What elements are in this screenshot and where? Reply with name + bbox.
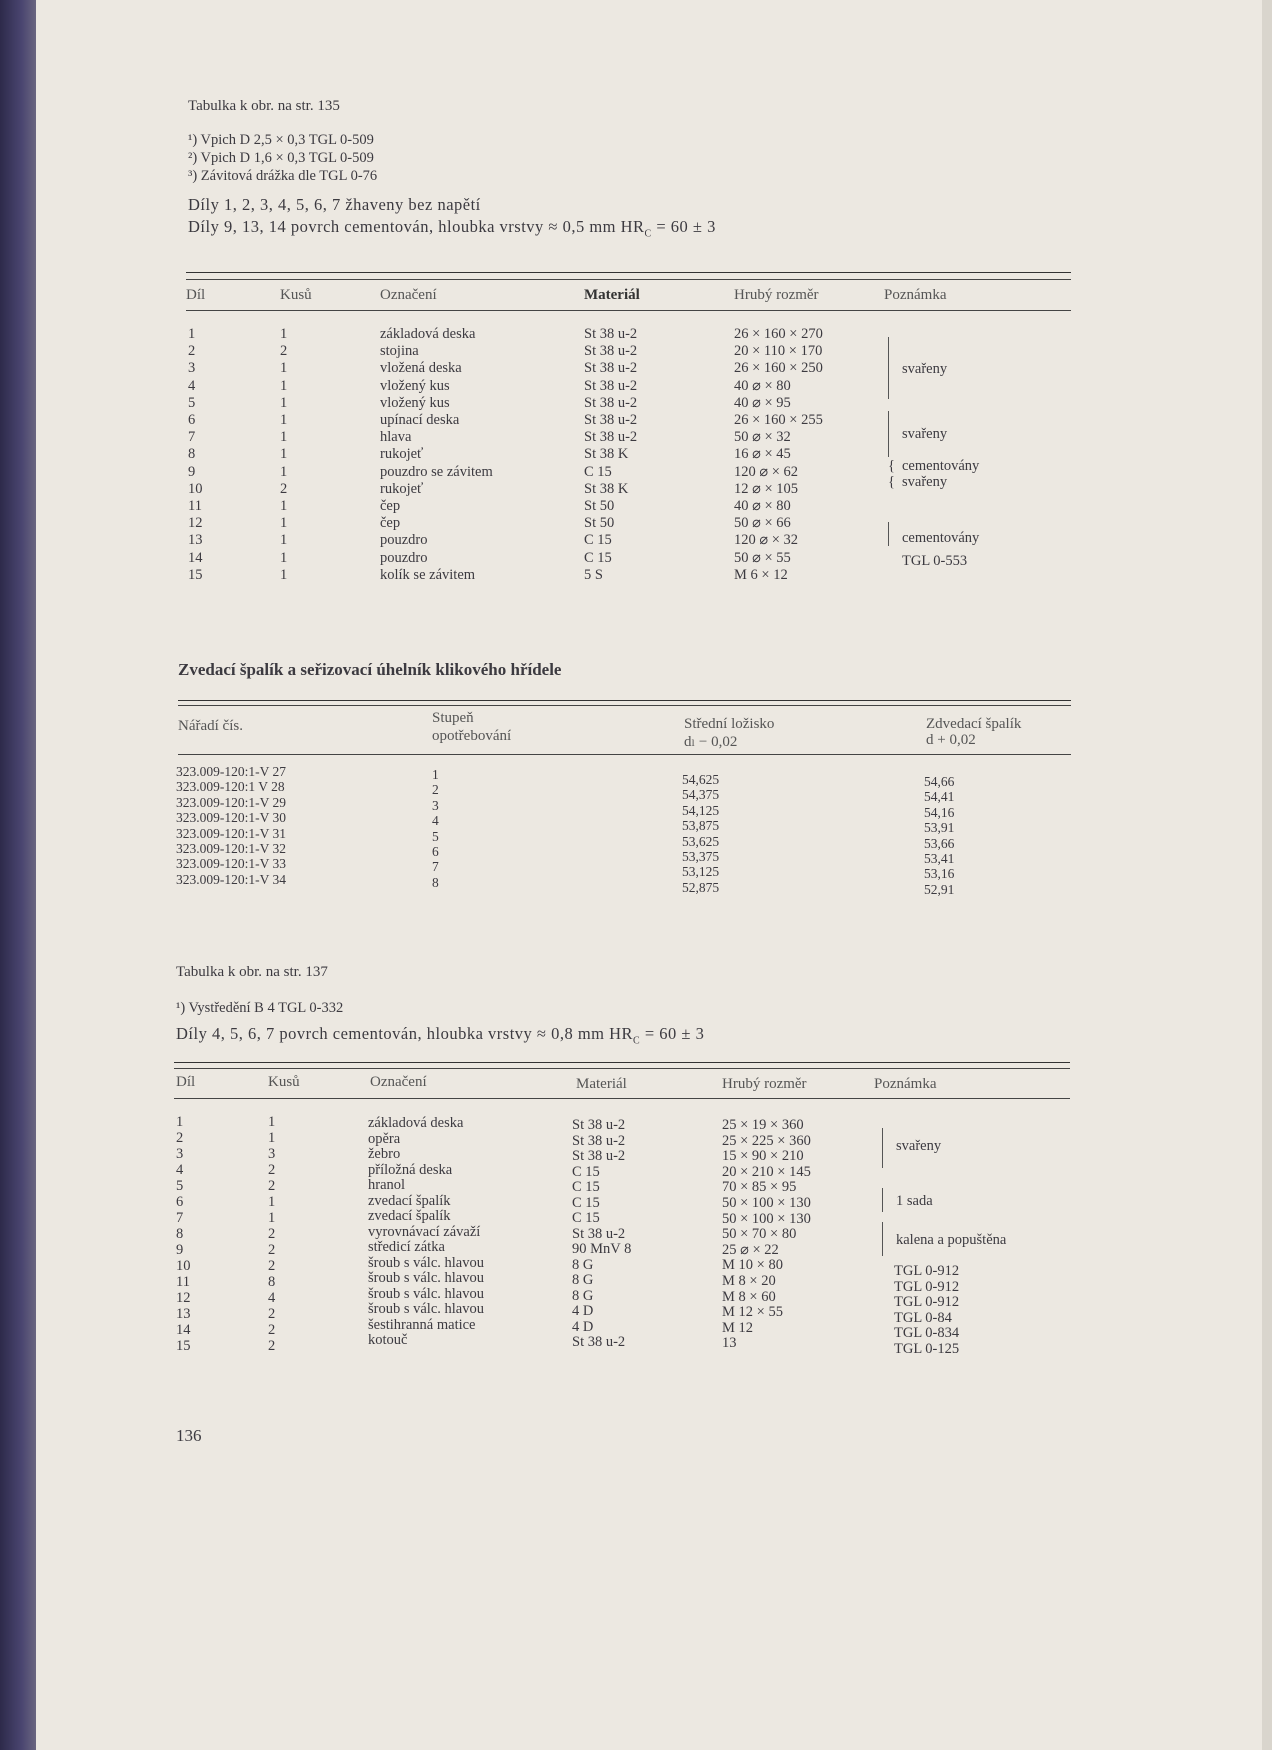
t3-header-kusu: Kusů: [268, 1074, 300, 1090]
cementation-note: Díly 9, 13, 14 povrch cementován, hloubka vrstvy ≈ 0,5 mm $HR_C = 60 \pm 3$: [188, 217, 716, 240]
t3-cell-rozmer: 15 × 90 × 210: [722, 1148, 804, 1165]
t3-cell-material: 8 G: [572, 1287, 594, 1304]
document-page: [36, 0, 1272, 1750]
t2-col-naradi: [176, 764, 286, 887]
t1-cell-kusu: 1: [280, 515, 288, 532]
t3-header-material: Materiál: [576, 1076, 627, 1092]
footnote-3-1: ¹) Vystředění B 4 TGL 0-332: [176, 1000, 344, 1016]
t3-header-poznamka: Poznámka: [874, 1076, 937, 1092]
t3-cell-material: 4 D: [572, 1303, 594, 1319]
t1-cell-dil: 8: [188, 446, 196, 463]
t1-cell-oznaceni: stojina: [380, 343, 419, 360]
t1-cell-oznaceni: pouzdro: [380, 532, 428, 549]
t3-cell-oznaceni: vyrovnávací závaží: [368, 1223, 481, 1240]
t2-col-lozisko: [682, 772, 719, 895]
t1-cell-kusu: 1: [280, 377, 288, 394]
t3-cell-dil: 11: [176, 1274, 190, 1290]
t3-cell-poznamka: TGL 0-912: [894, 1294, 960, 1311]
heat-treatment-note: Díly 1, 2, 3, 4, 5, 6, 7 žhaveny bez napětí: [188, 195, 481, 214]
t1-cell-kusu: 1: [280, 463, 288, 480]
t1-header-material: Materiál: [584, 287, 640, 303]
table3-top-rule: [174, 1062, 1070, 1063]
t3-cell-oznaceni: šroub s válc. hlavou: [368, 1301, 484, 1317]
t1-cell-rozmer: 40 ⌀ × 80: [734, 377, 791, 394]
caption-table-1: Tabulka k obr. na str. 135: [188, 98, 340, 114]
t1-col-material: [584, 326, 637, 584]
t2-cell-stupen: 7: [432, 859, 439, 875]
t3-cell-kusu: 2: [268, 1226, 276, 1242]
t1-cell-oznaceni: upínací deska: [380, 412, 460, 429]
t3-cell-kusu: 8: [268, 1274, 276, 1290]
t1-cell-rozmer: M 6 × 12: [734, 566, 788, 583]
t2-cell-lozisko: 53,625: [682, 833, 720, 849]
t1-note-1: svařeny: [902, 361, 948, 377]
t1-cell-kusu: 1: [280, 549, 288, 566]
t3-cell-rozmer: 50 × 70 × 80: [722, 1226, 797, 1243]
t1-cell-material: St 38 u-2: [584, 326, 638, 342]
t3-cell-oznaceni: opěra: [368, 1130, 401, 1147]
footnote-2: ²) Vpich D 1,6 × 0,3 TGL 0-509: [188, 150, 374, 166]
t2-cell-naradi: 323.009-120:1-V 29: [176, 794, 286, 810]
t1-cell-oznaceni: vložená deska: [380, 360, 462, 377]
t2-header-naradi: Nářadí čís.: [178, 718, 243, 734]
t3-cell-rozmer: 25 ⌀ × 22: [722, 1241, 779, 1258]
t1-cell-oznaceni: rukojeť: [380, 480, 424, 497]
t1-cell-material: St 38 u-2: [584, 343, 638, 360]
t3-cell-material: St 38 u-2: [572, 1148, 626, 1164]
t2-cell-lozisko: 53,875: [682, 818, 720, 834]
t1-cell-oznaceni: hlava: [380, 429, 412, 446]
table2-top-rule: [178, 700, 1071, 701]
t1-cell-material: St 38 u-2: [584, 412, 638, 429]
t3-cell-kusu: 4: [268, 1290, 276, 1306]
t3-cell-oznaceni: příložná deska: [368, 1161, 453, 1178]
t3-cell-kusu: 3: [268, 1146, 276, 1162]
t3-header-oznaceni: Označení: [370, 1074, 427, 1090]
t1-cell-kusu: 1: [280, 412, 288, 429]
t3-cell-kusu: 2: [268, 1338, 276, 1354]
t3-cell-kusu: 2: [268, 1322, 276, 1338]
t1-cell-dil: 1: [188, 326, 196, 342]
t3-cell-kusu: 2: [268, 1306, 276, 1322]
t3-cell-dil: 5: [176, 1178, 184, 1194]
t2-cell-naradi: 323.009-120:1-V 30: [176, 810, 286, 826]
t3-cell-material: 8 G: [572, 1272, 594, 1288]
t2-cell-spalik: 53,91: [924, 820, 955, 836]
t1-cell-material: St 38 u-2: [584, 429, 638, 446]
t3-cell-material: St 38 u-2: [572, 1132, 626, 1149]
t1-header-oznaceni: Označení: [380, 287, 437, 303]
t1-col-dil: [188, 326, 203, 584]
page-edge: [1262, 0, 1272, 1750]
t3-cell-poznamka: TGL 0-84: [894, 1309, 952, 1326]
footnote-1: ¹) Vpich D 2,5 × 0,3 TGL 0-509: [188, 132, 374, 148]
t3-brace-1: [882, 1128, 883, 1168]
t2-cell-stupen: 5: [432, 828, 439, 844]
t1-cell-dil: 5: [188, 394, 196, 411]
t1-cell-kusu: 1: [280, 326, 288, 342]
t1-cell-material: St 38 u-2: [584, 360, 638, 377]
t3-cell-dil: 10: [176, 1258, 191, 1274]
t3-cell-kusu: 1: [268, 1130, 276, 1146]
t3-cell-material: St 38 u-2: [572, 1334, 626, 1350]
t1-cell-kusu: 1: [280, 394, 288, 411]
t1-cell-oznaceni: vložený kus: [380, 394, 450, 411]
t3-header-dil: Díl: [176, 1074, 196, 1090]
t3-cell-poznamka: TGL 0-912: [894, 1263, 960, 1279]
t3-cell-dil: 8: [176, 1226, 184, 1242]
t3-cell-rozmer: 70 × 85 × 95: [722, 1179, 797, 1196]
t2-cell-spalik: 53,66: [924, 835, 955, 851]
table2-header-rule: [178, 754, 1071, 755]
t3-cell-rozmer: 20 × 210 × 145: [722, 1163, 811, 1180]
t1-cell-material: St 50: [584, 515, 615, 532]
table1-header-rule: [186, 310, 1071, 311]
t1-cell-dil: 2: [188, 343, 196, 360]
t3-cell-dil: 9: [176, 1242, 184, 1258]
t3-brace-2: [882, 1188, 883, 1212]
t3-cell-dil: 14: [176, 1322, 191, 1338]
t1-cell-oznaceni: kolík se závitem: [380, 566, 476, 583]
t2-cell-lozisko: 52,875: [682, 879, 720, 895]
t2-cell-naradi: 323.009-120:1-V 34: [176, 871, 286, 887]
table1-top-rule2: [186, 279, 1071, 280]
t2-cell-stupen: 3: [432, 797, 439, 813]
table3-top-rule2: [174, 1068, 1070, 1069]
t3-cell-oznaceni: základová deska: [368, 1115, 464, 1131]
t1-cell-dil: 13: [188, 532, 203, 549]
t2-cell-spalik: 52,91: [924, 881, 955, 897]
t3-cell-dil: 15: [176, 1338, 191, 1354]
t2-cell-spalik: 54,41: [924, 789, 955, 805]
t3-cell-rozmer: M 12 × 55: [722, 1304, 783, 1321]
t3-note-2: 1 sada: [896, 1193, 933, 1209]
t3-cell-dil: 6: [176, 1194, 184, 1210]
t1-note-5: cementovány: [902, 530, 980, 546]
t1-cell-kusu: 1: [280, 360, 288, 377]
cementation-note-3: Díly 4, 5, 6, 7 povrch cementován, hloubka vrstvy ≈ 0,8 mm $HR_C = 60 \pm 3$: [176, 1024, 705, 1047]
t2-cell-lozisko: 53,375: [682, 849, 720, 865]
caption-table-3: Tabulka k obr. na str. 137: [176, 964, 328, 980]
t2-cell-stupen: 8: [432, 874, 439, 890]
t2-cell-lozisko: 54,125: [682, 802, 720, 818]
section-title-2: Zvedací špalík a seřizovací úhelník klikového hřídele: [178, 660, 562, 679]
t3-cell-kusu: 2: [268, 1162, 276, 1178]
t2-cell-naradi: 323.009-120:1 V 28: [176, 779, 285, 795]
t3-cell-kusu: 2: [268, 1178, 276, 1194]
t1-cell-oznaceni: rukojeť: [380, 446, 424, 463]
t2-cell-spalik: 53,16: [924, 866, 955, 882]
t3-cell-kusu: 2: [268, 1242, 276, 1258]
t3-col-rozmer: [722, 1118, 811, 1352]
t1-cell-dil: 6: [188, 412, 196, 429]
t3-col-dil: [176, 1114, 191, 1354]
t1-cell-dil: 14: [188, 549, 203, 566]
t1-cell-rozmer: 40 ⌀ × 95: [734, 394, 791, 411]
t1-cell-kusu: 2: [280, 343, 288, 360]
t3-cell-kusu: 1: [268, 1210, 276, 1226]
t1-cell-oznaceni: vložený kus: [380, 377, 450, 394]
t3-cell-material: C 15: [572, 1210, 600, 1226]
t2-header-lozisko-2: dₗ − 0,02: [684, 734, 738, 750]
t3-cell-oznaceni: šroub s válc. hlavou: [368, 1285, 484, 1302]
t1-cell-dil: 15: [188, 566, 203, 583]
t3-cell-kusu: 1: [268, 1114, 276, 1130]
t3-cell-oznaceni: kotouč: [368, 1332, 408, 1348]
t2-cell-naradi: 323.009-120:1-V 31: [176, 825, 286, 841]
t3-cell-material: 90 MnV 8: [572, 1241, 632, 1257]
t1-cell-kusu: 1: [280, 498, 288, 515]
t1-cell-material: St 38 K: [584, 480, 629, 497]
t1-note-2: svařeny: [902, 426, 948, 442]
t1-cell-dil: 4: [188, 377, 196, 394]
t3-cell-poznamka: TGL 0-834: [894, 1325, 960, 1342]
t3-cell-oznaceni: zvedací špalík: [368, 1192, 451, 1209]
t1-cell-material: C 15: [584, 532, 612, 549]
t3-cell-rozmer: M 12: [722, 1319, 754, 1336]
t2-header-stupen-2: opotřebování: [432, 728, 512, 744]
t1-cell-rozmer: 120 ⌀ × 32: [734, 532, 799, 549]
t2-cell-spalik: 54,66: [924, 774, 955, 789]
t3-cell-oznaceni: šroub s válc. hlavou: [368, 1270, 484, 1286]
t3-cell-material: C 15: [572, 1194, 600, 1211]
t3-col-material: [572, 1118, 631, 1351]
t2-cell-lozisko: 54,625: [682, 772, 720, 787]
t3-cell-rozmer: 50 × 100 × 130: [722, 1210, 811, 1227]
t3-cell-material: 8 G: [572, 1256, 594, 1273]
t3-cell-dil: 2: [176, 1130, 184, 1146]
t1-cell-kusu: 1: [280, 566, 288, 583]
t2-cell-stupen: 1: [432, 767, 439, 782]
book-spine: [0, 0, 36, 1750]
t1-cell-rozmer: 50 ⌀ × 55: [734, 549, 791, 566]
page-number: 136: [176, 1426, 202, 1445]
footnote-3: ³) Závitová drážka dle TGL 0-76: [188, 168, 378, 184]
t1-cell-rozmer: 40 ⌀ × 80: [734, 498, 791, 515]
t1-brace-5: [888, 522, 889, 546]
t2-cell-naradi: 323.009-120:1-V 27: [176, 764, 286, 779]
t3-cell-dil: 3: [176, 1146, 184, 1162]
t3-cell-oznaceni: zvedací špalík: [368, 1208, 451, 1224]
t1-cell-dil: 10: [188, 480, 203, 497]
t1-cell-dil: 9: [188, 463, 196, 480]
t1-cell-material: C 15: [584, 549, 612, 566]
t1-header-poznamka: Poznámka: [884, 287, 947, 303]
t3-cell-rozmer: 13: [722, 1335, 737, 1352]
t3-note-3: kalena a popuštěna: [896, 1232, 1007, 1248]
t1-cell-rozmer: 12 ⌀ × 105: [734, 480, 799, 497]
t3-cell-poznamka: TGL 0-912: [894, 1278, 960, 1295]
t1-brace-2: [888, 411, 889, 457]
t2-cell-naradi: 323.009-120:1-V 33: [176, 856, 286, 872]
t1-header-rozmer: Hrubý rozměr: [734, 287, 819, 303]
t1-cell-kusu: 1: [280, 429, 288, 446]
t3-cell-rozmer: 25 × 225 × 360: [722, 1132, 811, 1149]
t2-cell-stupen: 2: [432, 782, 439, 798]
t1-col-rozmer: [734, 326, 823, 584]
t3-brace-3: [882, 1222, 883, 1256]
t1-cell-kusu: 1: [280, 446, 288, 463]
t3-cell-dil: 7: [176, 1210, 184, 1226]
t3-col-kusu: [268, 1114, 275, 1354]
t2-header-spalik-2: d + 0,02: [926, 732, 976, 748]
t2-header-lozisko-1: Střední ložisko: [684, 716, 775, 732]
t3-cell-kusu: 2: [268, 1258, 276, 1274]
t2-cell-spalik: 54,16: [924, 804, 955, 820]
t2-cell-stupen: 6: [432, 844, 439, 860]
t2-col-stupen: [432, 767, 439, 890]
t3-cell-dil: 1: [176, 1114, 184, 1130]
t1-cell-rozmer: 26 × 160 × 255: [734, 412, 823, 429]
t3-col-oznaceni: [368, 1116, 484, 1349]
t1-cell-oznaceni: čep: [380, 498, 401, 515]
t1-cell-material: St 50: [584, 498, 615, 515]
t1-cell-material: St 38 K: [584, 446, 629, 463]
t3-cell-oznaceni: hranol: [368, 1177, 406, 1193]
t3-header-rozmer: Hrubý rozměr: [722, 1076, 807, 1092]
t2-cell-spalik: 53,41: [924, 851, 955, 867]
t1-cell-rozmer: 26 × 160 × 250: [734, 360, 823, 377]
t2-col-spalik: [924, 774, 954, 897]
t1-col-oznaceni: [380, 326, 493, 584]
t1-note-6: TGL 0-553: [902, 553, 968, 569]
t1-cell-rozmer: 20 × 110 × 170: [734, 343, 823, 360]
t1-cell-material: St 38 u-2: [584, 394, 638, 411]
table2-top-rule2: [178, 705, 1071, 706]
t1-cell-oznaceni: pouzdro se závitem: [380, 463, 493, 480]
t1-cell-rozmer: 26 × 160 × 270: [734, 326, 823, 342]
t1-cell-dil: 3: [188, 360, 196, 377]
t3-cell-material: St 38 u-2: [572, 1117, 626, 1133]
t3-note-1: svařeny: [896, 1138, 942, 1154]
t3-cell-poznamka: TGL 0-125: [894, 1340, 960, 1357]
t3-cell-oznaceni: žebro: [368, 1146, 401, 1162]
t1-header-kusu: Kusů: [280, 287, 312, 303]
table1-top-rule: [186, 272, 1071, 273]
t1-header-dil: Díl: [186, 287, 206, 303]
t1-col-kusu: [280, 326, 287, 584]
t3-cell-dil: 12: [176, 1290, 191, 1306]
t3-cell-material: C 15: [572, 1179, 600, 1195]
t3-cell-rozmer: M 8 × 20: [722, 1272, 776, 1289]
t2-cell-stupen: 4: [432, 813, 439, 829]
t2-cell-naradi: 323.009-120:1-V 32: [176, 841, 286, 857]
t1-brace-4: {: [888, 474, 895, 490]
t1-brace-1: [888, 337, 889, 399]
t1-cell-rozmer: 50 ⌀ × 66: [734, 515, 791, 532]
t2-cell-lozisko: 53,125: [682, 864, 720, 880]
t2-header-spalik-1: Zdvedací špalík: [926, 716, 1022, 732]
t3-cell-material: 4 D: [572, 1318, 594, 1335]
t1-cell-dil: 7: [188, 429, 196, 446]
t1-cell-rozmer: 16 ⌀ × 45: [734, 446, 791, 463]
t1-cell-kusu: 2: [280, 480, 288, 497]
t1-cell-oznaceni: pouzdro: [380, 549, 428, 566]
t3-cell-material: St 38 u-2: [572, 1225, 626, 1242]
t3-cell-dil: 4: [176, 1162, 184, 1178]
t3-cell-rozmer: 50 × 100 × 130: [722, 1194, 811, 1211]
t2-cell-lozisko: 54,375: [682, 787, 720, 803]
t3-cell-oznaceni: šestihranná matice: [368, 1316, 476, 1333]
table3-header-rule: [174, 1098, 1070, 1099]
t1-cell-material: 5 S: [584, 566, 603, 583]
t1-cell-rozmer: 120 ⌀ × 62: [734, 463, 799, 480]
t1-brace-3: {: [888, 458, 895, 474]
t2-header-stupen-1: Stupeň: [432, 710, 474, 726]
t1-cell-rozmer: 50 ⌀ × 32: [734, 429, 791, 446]
t1-note-4: svařeny: [902, 474, 948, 490]
t1-cell-material: C 15: [584, 463, 612, 480]
t1-cell-dil: 12: [188, 515, 203, 532]
t3-cell-rozmer: M 8 × 60: [722, 1288, 776, 1305]
t3-cell-oznaceni: středicí zátka: [368, 1239, 445, 1255]
t1-cell-dil: 11: [188, 498, 202, 515]
t3-col-poznamka-tgl: [894, 1264, 959, 1358]
t3-cell-dil: 13: [176, 1306, 191, 1322]
t3-cell-rozmer: 25 × 19 × 360: [722, 1117, 804, 1133]
t3-cell-kusu: 1: [268, 1194, 276, 1210]
t1-cell-oznaceni: základová deska: [380, 326, 476, 342]
t3-cell-material: C 15: [572, 1163, 600, 1180]
t3-cell-rozmer: M 10 × 80: [722, 1257, 783, 1274]
t3-cell-oznaceni: šroub s válc. hlavou: [368, 1254, 484, 1271]
t1-note-3: cementovány: [902, 458, 980, 474]
t1-cell-kusu: 1: [280, 532, 288, 549]
t1-cell-oznaceni: čep: [380, 515, 401, 532]
t1-cell-material: St 38 u-2: [584, 377, 638, 394]
